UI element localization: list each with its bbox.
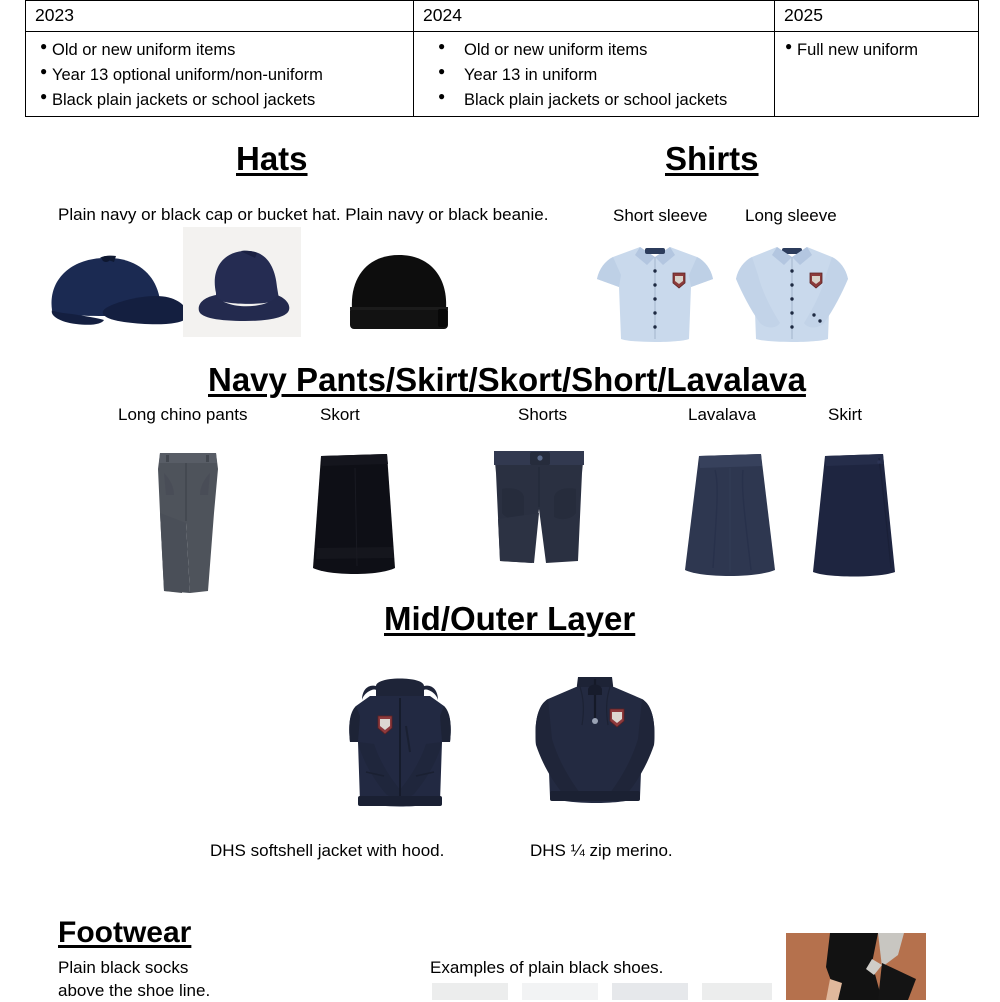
shoe-example-1: [432, 983, 508, 1000]
list-item: ● Old or new uniform items: [26, 38, 413, 63]
shoe-example-2: [522, 983, 598, 1000]
uniform-transition-table: [25, 0, 979, 117]
list-item: ● Year 13 in uniform: [414, 63, 774, 88]
softshell-jacket-image: [340, 668, 460, 818]
shoe-example-3: [612, 983, 688, 1000]
section-title-footwear: Footwear: [58, 916, 192, 949]
long-sleeve-shirt-image: [722, 235, 862, 350]
bottoms-label-shorts: Shorts: [518, 405, 568, 424]
shorts-image: [478, 443, 600, 581]
list-item: ● Black plain jackets or school jackets: [414, 88, 774, 113]
long-chino-pants-image: [130, 443, 245, 598]
bottoms-label-long-chino-pants: Long chino pants: [118, 405, 248, 424]
bottoms-label-skort: Skort: [320, 405, 360, 424]
footwear-socks-line-1: Plain black socks: [58, 958, 189, 977]
table-body-row: [26, 32, 979, 117]
year-label-2023: 2023: [35, 5, 74, 25]
skirt-image: [805, 448, 905, 588]
section-title-shirts: Shirts: [665, 140, 759, 177]
table-cell-year-2024-header: [414, 1, 775, 32]
year-label-2025: 2025: [784, 5, 823, 25]
table-cell-year-2023-body: [26, 32, 414, 117]
list-item: ● Old or new uniform items: [414, 38, 774, 63]
table-header-row: [26, 1, 979, 32]
black-socks-image: [786, 933, 926, 1000]
navy-bucket-hat-image: [183, 227, 301, 337]
table-cell-year-2025-header: [775, 1, 979, 32]
section-title-layers: Mid/Outer Layer: [384, 600, 636, 637]
bottoms-label-skirt: Skirt: [828, 405, 862, 424]
skort-image: [295, 448, 411, 588]
caption-quarter-zip-merino: DHS ¼ zip merino.: [530, 841, 673, 860]
bottoms-label-lavalava: Lavalava: [688, 405, 757, 424]
section-title-bottoms: Navy Pants/Skirt/Skort/Short/Lavalava: [208, 361, 806, 398]
list-item: ● Full new uniform: [775, 38, 978, 63]
bullet-list-2025: [775, 38, 978, 63]
table-cell-year-2024-body: [414, 32, 775, 117]
caption-softshell-jacket: DHS softshell jacket with hood.: [210, 841, 445, 860]
year-label-2024: 2024: [423, 5, 462, 25]
list-item: ● Year 13 optional uniform/non-uniform: [26, 63, 413, 88]
lavalava-image: [675, 448, 785, 588]
hats-description: Plain navy or black cap or bucket hat. Plain navy or black beanie.: [58, 205, 549, 224]
footwear-shoes-caption: Examples of plain black shoes.: [430, 958, 664, 977]
shirt-label-long-sleeve: Long sleeve: [745, 206, 837, 225]
navy-cap-image: [40, 238, 192, 338]
section-title-hats: Hats: [236, 140, 308, 177]
quarter-zip-merino-image: [530, 665, 660, 815]
shirt-label-short-sleeve: Short sleeve: [613, 206, 708, 225]
short-sleeve-shirt-image: [585, 235, 725, 350]
list-item: ● Black plain jackets or school jackets: [26, 88, 413, 113]
footwear-socks-line-2: above the shoe line.: [58, 981, 211, 1000]
bullet-list-2024: [414, 38, 774, 113]
table-cell-year-2023-header: [26, 1, 414, 32]
black-beanie-image: [340, 243, 458, 335]
shoe-example-4: [702, 983, 772, 1000]
table-cell-year-2025-body: [775, 32, 979, 117]
bullet-list-2023: [26, 38, 413, 113]
